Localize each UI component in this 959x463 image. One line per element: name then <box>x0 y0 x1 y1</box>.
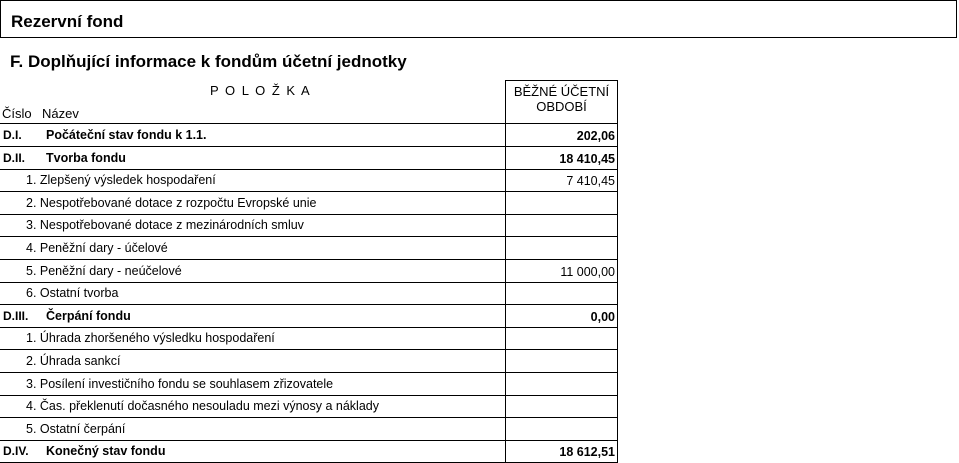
row-value: 18 612,51 <box>559 445 615 460</box>
row-name: 1. Úhrada zhoršeného výsledku hospodaření <box>26 331 275 346</box>
value-cell <box>505 395 618 418</box>
row-name: Počáteční stav fondu k 1.1. <box>46 128 207 142</box>
row-name: 6. Ostatní tvorba <box>26 286 119 301</box>
header-polozka: P O L O Ž K A <box>210 83 312 98</box>
value-cell <box>505 350 618 373</box>
table-row <box>0 395 618 418</box>
header-value-column <box>505 80 618 124</box>
table-row <box>0 350 618 373</box>
value-cell <box>505 214 618 237</box>
row-name: Čerpání fondu <box>46 308 131 323</box>
section-title: F. Doplňující informace k fondům účetní jednotky <box>10 52 407 71</box>
header-value-line2: OBDOBÍ <box>536 99 587 114</box>
value-cell <box>505 418 618 441</box>
row-code: D.IV. <box>3 444 29 459</box>
row-name: 1. Zlepšený výsledek hospodaření <box>26 173 216 188</box>
row-name: 2. Úhrada sankcí <box>26 354 121 368</box>
value-cell <box>505 282 618 305</box>
row-value: 7 410,45 <box>566 174 615 189</box>
row-value: 18 410,45 <box>559 151 615 166</box>
header-nazev: Název <box>42 106 79 121</box>
row-name: 3. Nespotřebované dotace z mezinárodních smluv <box>26 218 304 233</box>
row-name: 3. Posílení investičního fondu se souhlasem zřizovatele <box>26 376 334 391</box>
header-value-line1: BĚŽNÉ ÚČETNÍ <box>513 84 610 99</box>
row-code: D.I. <box>3 128 22 142</box>
row-name: 5. Peněžní dary - neúčelové <box>26 263 182 278</box>
row-code: D.II. <box>3 150 26 165</box>
value-cell <box>505 192 618 215</box>
table-row <box>0 214 618 237</box>
value-cell <box>505 237 618 260</box>
row-value: 0,00 <box>590 309 615 324</box>
row-value: 202,06 <box>576 129 615 143</box>
table-row <box>0 192 618 215</box>
table-row <box>0 237 618 260</box>
value-cell <box>505 373 618 396</box>
row-name: 4. Čas. překlenutí dočasného nesouladu mezi výnosy a náklady <box>26 399 379 414</box>
row-name: 5. Ostatní čerpání <box>26 421 126 436</box>
row-name: 2. Nespotřebované dotace z rozpočtu Evropské unie <box>26 195 317 210</box>
table-row <box>0 418 618 441</box>
table-row <box>0 282 618 305</box>
table-row <box>0 327 618 350</box>
row-name: Konečný stav fondu <box>46 444 166 459</box>
page-title: Rezervní fond <box>11 12 124 31</box>
table-row <box>0 169 618 192</box>
row-value: 11 000,00 <box>560 264 615 279</box>
title-bar <box>0 0 957 38</box>
value-cell <box>505 327 618 350</box>
row-name: 4. Peněžní dary - účelové <box>26 241 168 255</box>
table-row <box>0 260 618 283</box>
header-cislo: Číslo <box>2 106 32 121</box>
row-name: Tvorba fondu <box>46 150 126 165</box>
table-row <box>0 305 618 328</box>
table-row <box>0 373 618 396</box>
table-row <box>0 124 618 147</box>
row-code: D.III. <box>3 308 29 323</box>
table-row <box>0 147 618 170</box>
